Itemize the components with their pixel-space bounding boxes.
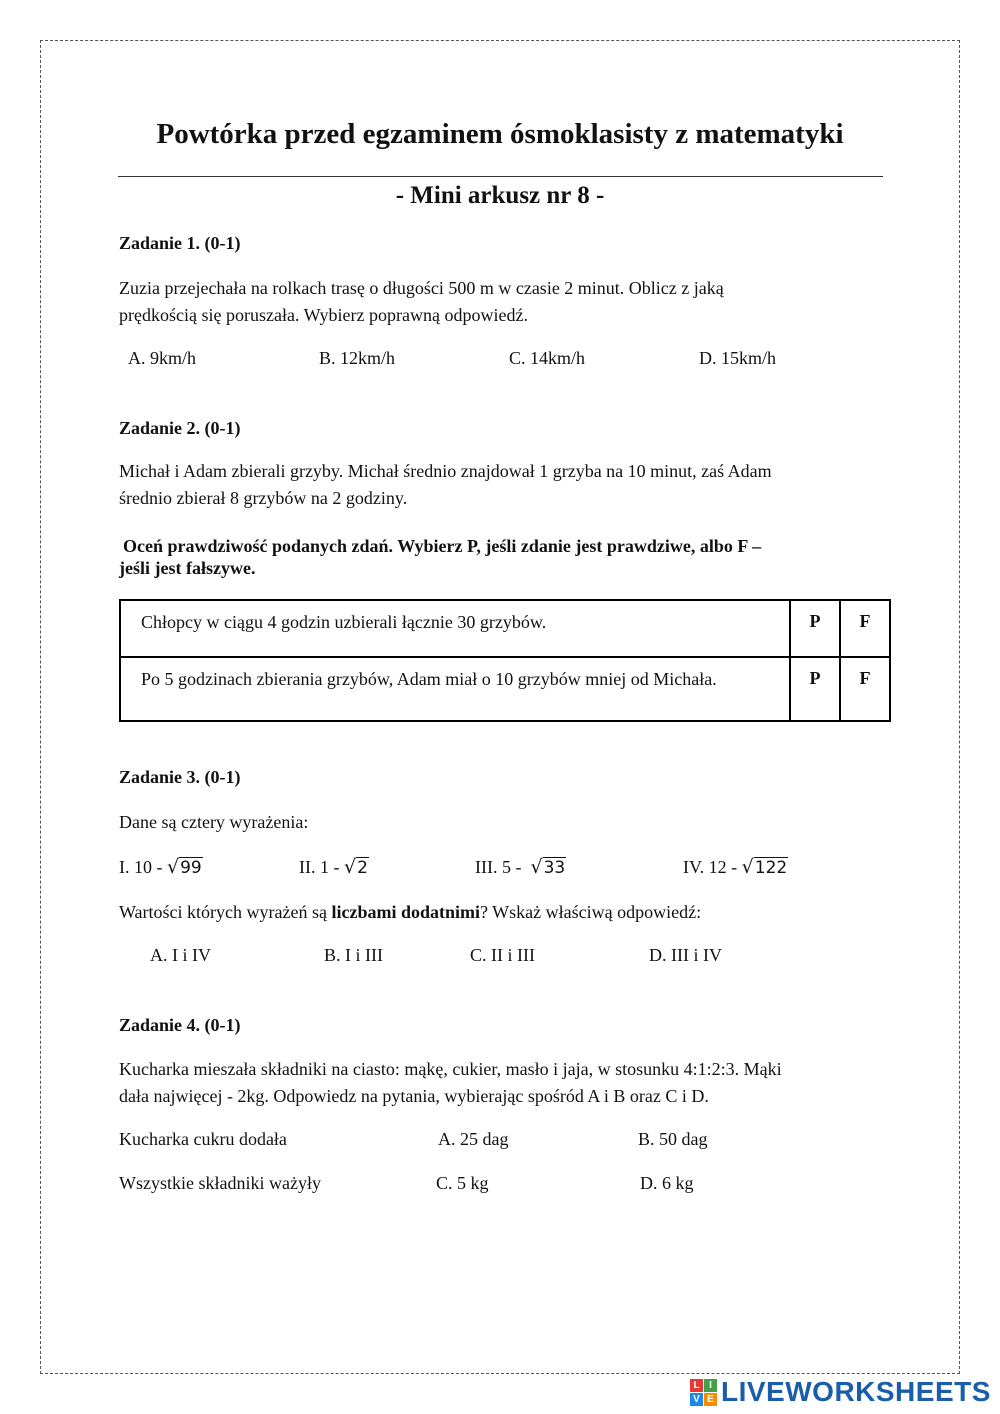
task4-q1-label: Kucharka cukru dodała <box>119 1129 287 1149</box>
task3-question-emphasis: liczbami dodatnimi <box>331 902 480 922</box>
task2-instruction-line1: Oceń prawdziwość podanych zdań. Wybierz P, jeśli zdanie jest prawdziwe, albo F – <box>123 536 762 556</box>
task3-intro: Dane są cztery wyrażenia: <box>119 812 309 832</box>
table-row <box>120 657 890 721</box>
page-subtitle: - Mini arkusz nr 8 - <box>395 182 605 209</box>
square-root-icon: √2 <box>343 856 368 878</box>
statement-2 <box>120 657 790 721</box>
logo-tile: L <box>690 1379 703 1392</box>
task1-option-d[interactable]: D. 15km/h <box>699 348 777 368</box>
task2-text-line1: Michał i Adam zbierali grzyby. Michał średnio znajdował 1 grzyba na 10 minut, zaś Adam <box>119 461 772 481</box>
liveworksheets-icon <box>690 1379 717 1406</box>
liveworksheets-logo <box>690 1377 991 1407</box>
task2-text-line2: średnio zbierał 8 grzybów na 2 godziny. <box>119 488 408 508</box>
task2-heading: Zadanie 2. (0-1) <box>119 418 241 438</box>
table-row <box>120 600 890 657</box>
task1-text-line2: prędkością się poruszała. Wybierz poprawną odpowiedź. <box>119 305 528 325</box>
expression-2 <box>299 856 369 878</box>
task3-option-a[interactable]: A. I i IV <box>150 945 211 965</box>
expression-1-radicand: 99 <box>180 858 202 878</box>
statement-1-f-option[interactable]: F <box>840 600 890 657</box>
expression-1 <box>119 856 203 878</box>
square-root-icon: √122 <box>741 856 788 878</box>
expression-2-prefix: II. 1 - <box>299 857 344 877</box>
task4-q1-option-b[interactable]: B. 50 dag <box>638 1129 708 1149</box>
title-divider <box>118 176 883 177</box>
task1-text-line1: Zuzia przejechała na rolkach trasę o długości 500 m w czasie 2 minut. Oblicz z jaką <box>119 278 724 298</box>
logo-tile: I <box>704 1379 717 1392</box>
task1-option-a[interactable]: A. 9km/h <box>128 348 197 368</box>
task1-heading: Zadanie 1. (0-1) <box>119 233 241 253</box>
expression-3 <box>475 856 566 878</box>
task4-q2-label: Wszystkie składniki ważyły <box>119 1173 321 1193</box>
expression-3-prefix: III. 5 - <box>475 857 526 877</box>
task4-text-line2: dała najwięcej - 2kg. Odpowiedz na pytania, wybierając spośród A i B oraz C i D. <box>119 1086 709 1106</box>
expression-4-radicand: 122 <box>754 858 788 878</box>
liveworksheets-wordmark: LIVEWORKSHEETS <box>721 1376 991 1407</box>
task1-option-c[interactable]: C. 14km/h <box>509 348 586 368</box>
expression-4-prefix: IV. 12 - <box>683 857 742 877</box>
expression-3-radicand: 33 <box>543 858 566 878</box>
true-false-table <box>119 599 891 722</box>
task4-q2-option-d[interactable]: D. 6 kg <box>640 1173 694 1193</box>
task3-option-c[interactable]: C. II i III <box>470 945 535 965</box>
task3-question <box>119 902 701 923</box>
task3-option-d[interactable]: D. III i IV <box>649 945 722 965</box>
expression-2-radicand: 2 <box>357 858 368 878</box>
task4-q2-option-c[interactable]: C. 5 kg <box>436 1173 489 1193</box>
task3-option-b[interactable]: B. I i III <box>324 945 383 965</box>
logo-tile: V <box>690 1393 703 1406</box>
statement-1: Chłopcy w ciągu 4 godzin uzbierali łącznie 30 grzybów. <box>120 600 790 657</box>
task3-question-end: ? Wskaż właściwą odpowiedź: <box>479 902 702 922</box>
task4-heading: Zadanie 4. (0-1) <box>119 1015 241 1035</box>
expression-1-prefix: I. 10 - <box>119 857 167 877</box>
task3-heading: Zadanie 3. (0-1) <box>119 767 241 787</box>
task4-q1-option-a[interactable]: A. 25 dag <box>438 1129 509 1149</box>
logo-tile: E <box>704 1393 717 1406</box>
statement-1-p-option[interactable]: P <box>790 600 840 657</box>
page-title: Powtórka przed egzaminem ósmoklasisty z matematyki <box>156 118 844 150</box>
task3-question-start: Wartości których wyrażeń są <box>119 902 332 922</box>
statement-2-text: Po 5 godzinach zbierania grzybów, Adam miał o 10 grzybów mniej od Michała. <box>141 669 717 689</box>
square-root-icon: √99 <box>167 856 202 878</box>
statement-2-p-option[interactable]: P <box>790 657 840 721</box>
statement-2-f-option[interactable]: F <box>840 657 890 721</box>
square-root-icon: √33 <box>530 856 566 878</box>
task1-option-b[interactable]: B. 12km/h <box>319 348 396 368</box>
task4-text-line1: Kucharka mieszała składniki na ciasto: mąkę, cukier, masło i jaja, w stosunku 4:1:2:3. Mąki <box>119 1059 782 1079</box>
task2-instruction-line2: jeśli jest fałszywe. <box>119 558 256 578</box>
expression-4 <box>683 856 788 878</box>
